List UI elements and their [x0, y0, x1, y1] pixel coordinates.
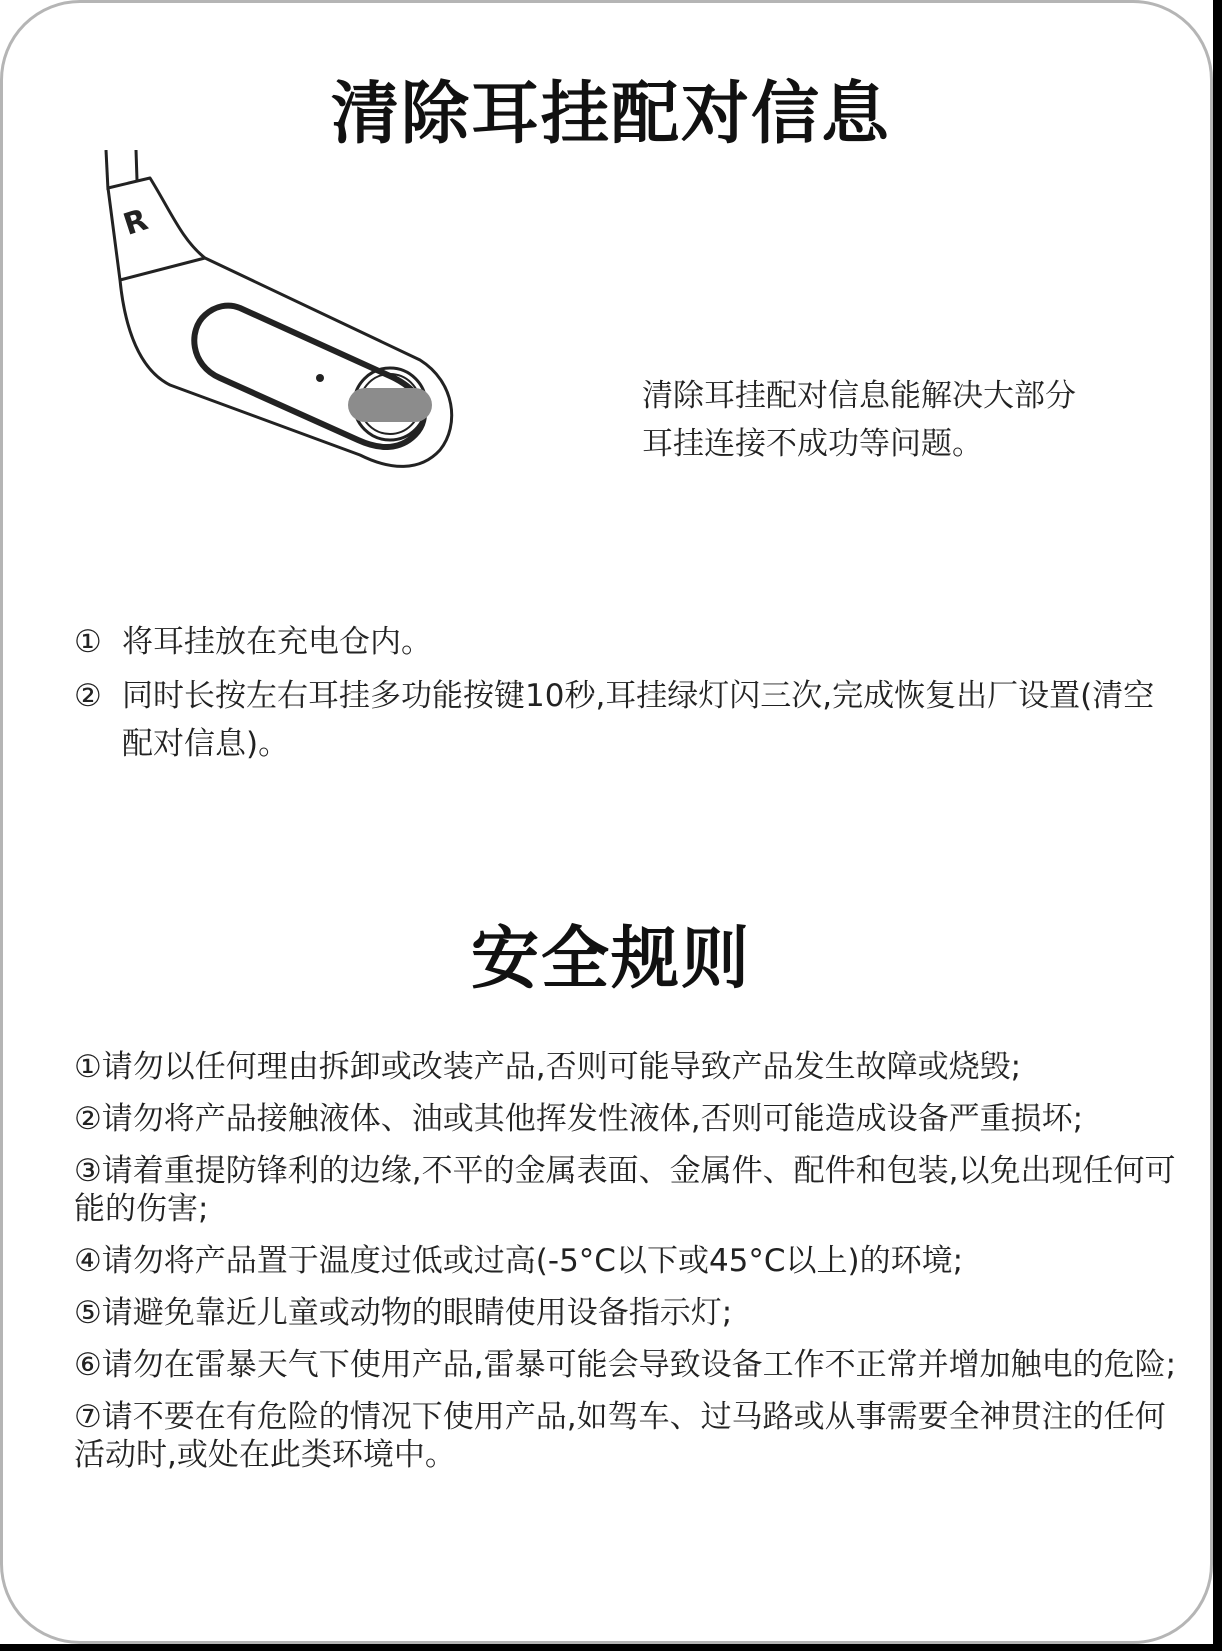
page-title: 清除耳挂配对信息 — [330, 75, 891, 154]
right-edge — [1213, 0, 1222, 1651]
safety-title: 安全规则 — [470, 920, 751, 999]
rule-item: ③请着重提防锋利的边缘,不平的金属表面、金属件、配件和包装,以免出现任何可能的伤害; — [74, 1153, 1176, 1227]
rule-item: ⑥请勿在雷暴天气下使用产品,雷暴可能会导致设备工作不正常并增加触电的危险; — [74, 1347, 1177, 1383]
rule-item: ①请勿以任何理由拆卸或改装产品,否则可能导致产品发生故障或烧毁; — [74, 1049, 1022, 1085]
intro-line: 耳挂连接不成功等问题。 — [642, 426, 983, 462]
intro-line: 清除耳挂配对信息能解决大部分 — [642, 378, 1076, 414]
step-text: 同时长按左右耳挂多功能按键10秒,耳挂绿灯闪三次,完成恢复出厂设置(清空配对信息)。 — [122, 678, 1155, 762]
earhook-illustration — [90, 150, 510, 500]
step-item — [74, 618, 1184, 666]
step-item — [74, 672, 1184, 768]
side-label: R — [119, 202, 153, 243]
multifunction-button — [348, 388, 432, 422]
step-number: ② — [74, 678, 102, 714]
rule-item: ⑦请不要在有危险的情况下使用产品,如驾车、过马路或从事需要全神贯注的任何活动时,或处在此类环境中。 — [74, 1399, 1166, 1473]
rule-item: ⑤请避免靠近儿童或动物的眼睛使用设备指示灯; — [74, 1295, 733, 1331]
step-number: ① — [74, 624, 102, 660]
rule-item: ④请勿将产品置于温度过低或过高(-5°C以下或45°C以上)的环境; — [74, 1243, 964, 1279]
steps-list — [74, 618, 1184, 774]
rule-item: ②请勿将产品接触液体、油或其他挥发性液体,否则可能造成设备严重损坏; — [74, 1101, 1084, 1137]
safety-rules-list — [74, 1048, 1184, 1488]
step-text: 将耳挂放在充电仓内。 — [122, 624, 432, 660]
bottom-edge — [0, 1644, 1222, 1651]
indicator-dot-icon — [316, 374, 324, 382]
intro-text — [642, 372, 1182, 468]
